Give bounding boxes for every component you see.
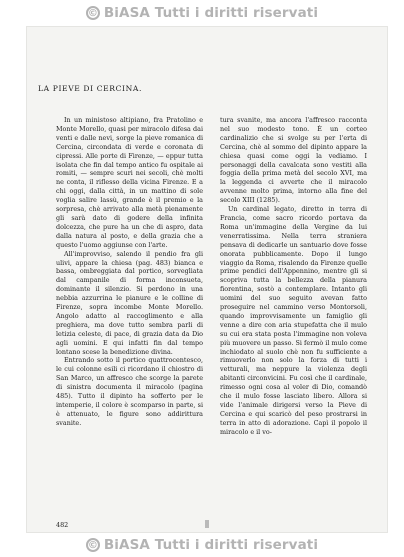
watermark-banner-bottom [0, 534, 404, 556]
right-paragraph-1: tura svanite, ma ancora l'affresco racconta nel suo modesto tono. È un corteo cardinalizio che si svolge su per l'erta di Cercina, chè al sommo del dipinto appare la chiesa quasi come oggi la vediamo. I personaggi della cavalcata sono vestiti alla foggia della prima metà del secolo XVI, ma la leggenda ci avverte che il miracolo avvenne molto prima, intorno alla fine del secolo XIII (1285). [220, 116, 367, 205]
page-number: 482 [56, 521, 69, 529]
copyright-icon: © [87, 539, 98, 551]
right-column [220, 116, 367, 458]
left-column [56, 116, 203, 440]
scan-mark [205, 520, 209, 528]
article-title: LA PIEVE DI CERCINA. [38, 84, 142, 93]
left-paragraph-1: In un ministoso altipiano, fra Pratolino e Monte Morello, quasi per miracolo difesa dai venti e dalle nevi, sorge la pieve romanica di Cercina, circondata di verde e coronata di cipressi. Alle porte di Firenze, — eppur tutta isolata che fin dal tempo antico fu ospitale ai romiti, — sempre scuri nei secoli, chè molti ne conta, il riflesso della vicina Firenze. E a chi oggi, dalla città, in un mattino di sole voglia salire lassù, grande è il premio e la sorpresa, chè arrivato alla metà pienamente gli sarà dato di godere della infinita dolcezza, che pure ha un che di aspro, data dalla natura al posto, e della grazia che a questo l'uomo aggiunse con l'arte. [56, 116, 203, 249]
watermark-text-top: BiASA Tutti i diritti riservati [103, 5, 319, 21]
watermark-text-bottom: BiASA Tutti i diritti riservati [103, 537, 319, 553]
left-paragraph-3: Entrando sotto il portico quattrocentesco, le cui colonne esili ci ricordano il chiostro di San Marco, un affresco che scorge la parete di sinistra documenta il miracolo (pagina 485). Tutto il dipinto ha sofferto per le intemperie, il colore è scomparso in parte, si è attenuato, le figure sono addirittura svanite. [56, 356, 203, 427]
watermark-banner-top [0, 2, 404, 24]
copyright-icon: © [87, 7, 98, 19]
right-paragraph-2: Un cardinal legato, diretto in terra di Francia, come sacro ricordo portava da Roma un'immagine della Vergine da lui venerratissima. Nella terra straniera pensava di dedicarle un santuario dove fosse onorata pubblicamente. Dopo il lungo viaggio da Roma, risalendo da Firenze quelle prime pendici dell'Appennino, mentre gli si scopriva tutta la bellezza della pianura fiorentina, sostò a contemplare. Intanto gli uomini del suo seguito avevan fatto proseguire nel cammino verso Montorsoli, quando improvvisamente un famiglio gli venne a dire con aria stupefatta che il mulo su cui era stata posta l'immagine non voleva più muovere un passo. Si fermò il mulo come inchiodato al suolo chè non fu sufficiente a rimuoverlo non solo la forza di tutti i vetturali, ma neppure la violenza degli abitanti circonvicini. Fu così che il cardinale, rimesso ogni cosa al voler di Dio, comandò che il mulo fosse lasciato libero. Allora si vide l'animale dirigersi verso la Pieve di Cercina e qui scaricò del peso prostrarsi in terra in atto di adorazione. Capì il popolo il miracolo e il vo- [220, 205, 367, 436]
left-paragraph-2: All'improvviso, salendo il pendio fra gli ulivi, appare la chiesa (pag. 483) bianca e bassa, ombreggiata dal portico, sorvegliata dal campanile di forma inconsueta, dominante il silenzio. Si perdono in una nebbia azzurrina le pianure e le colline di Firenze, sopra incombe Monte Morello. Angolo adatto al raccoglimento e alla preghiera, ma dove tutto sembra parli di letizia celeste, di pace, di grazia data da Dio agli uomini. E qui infatti fin dal tempo lontano scese la benedizione divina. [56, 249, 203, 356]
